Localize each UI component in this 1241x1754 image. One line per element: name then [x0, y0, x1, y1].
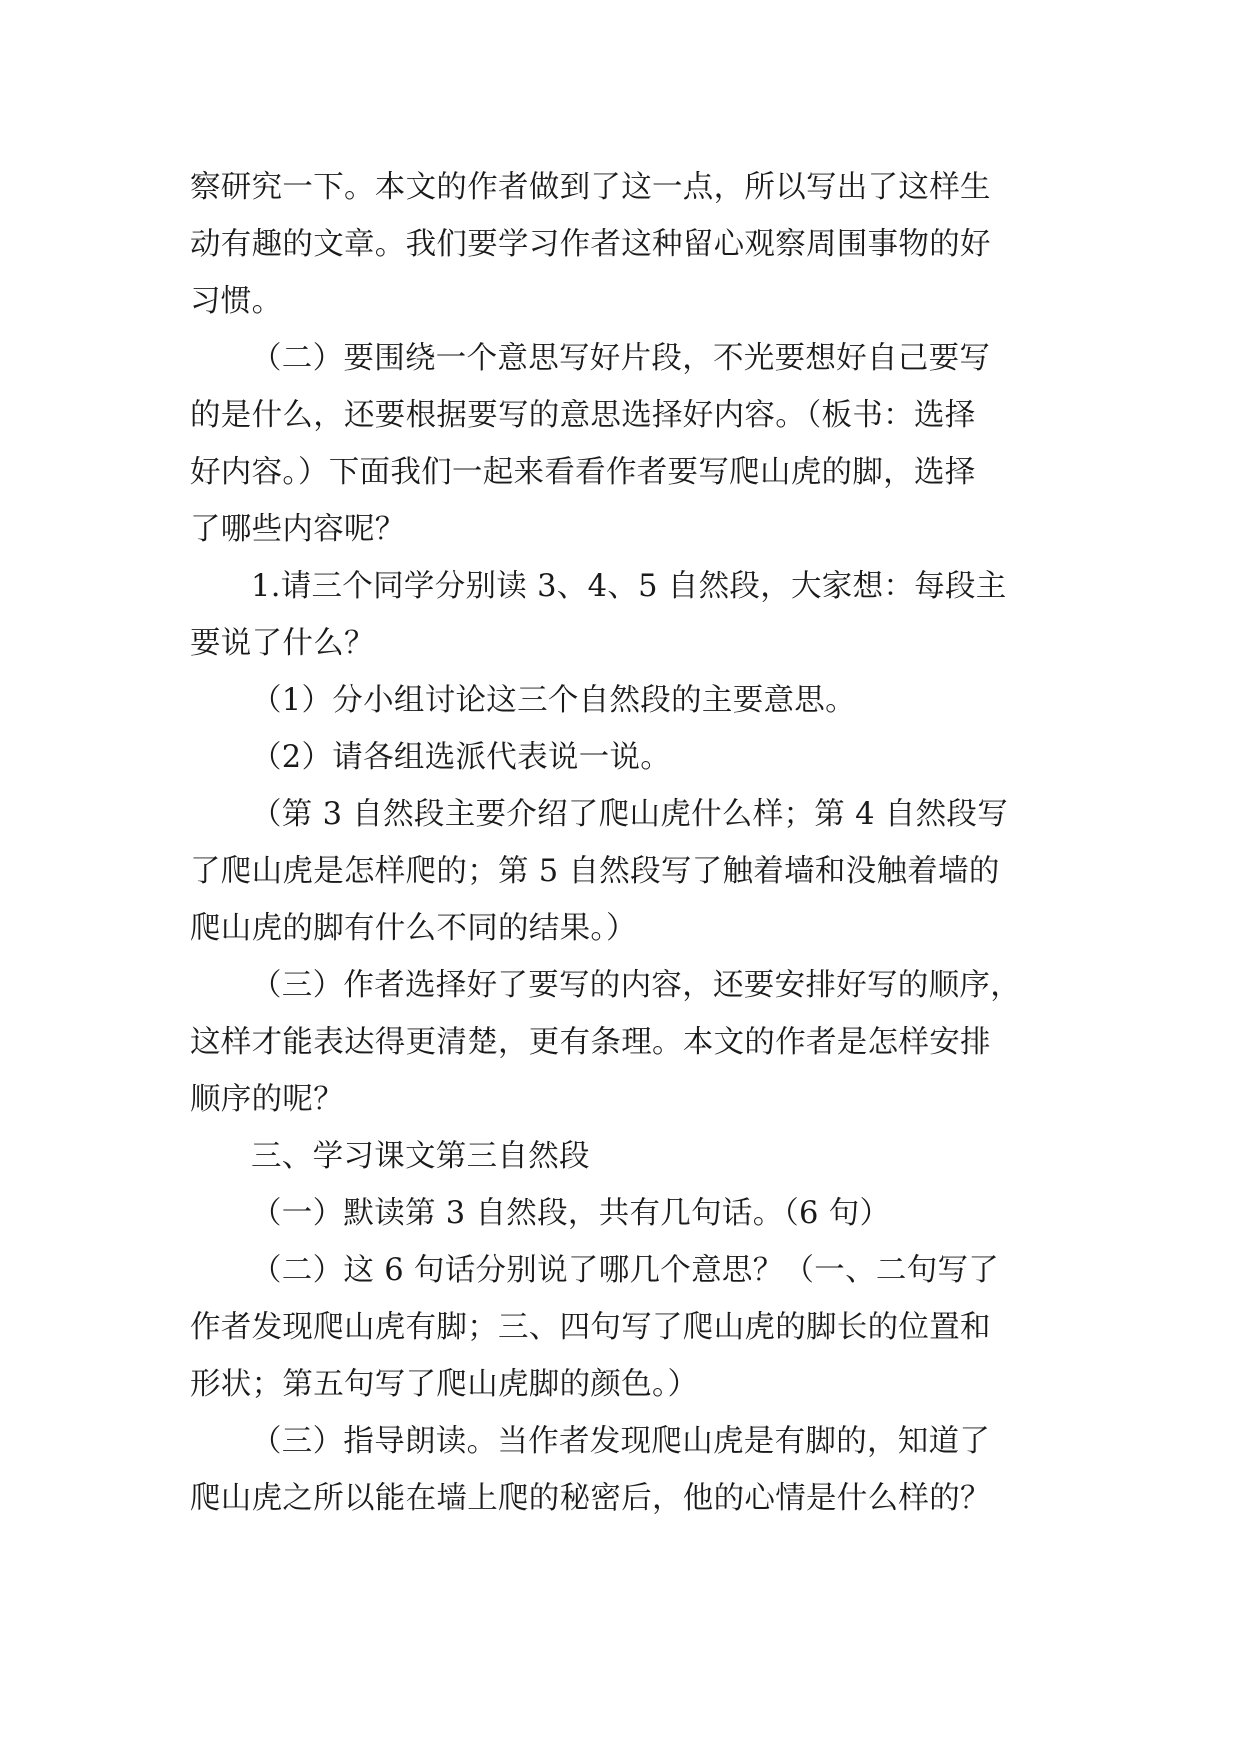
text-line-9: 要说了什么？ — [190, 626, 375, 661]
text-line-15: （三）作者选择好了要写的内容，还要安排好写的顺序， — [251, 968, 1021, 1003]
text-line-8: 1.请三个同学分别读 3、4、5 自然段，大家想：每段主 — [251, 569, 1007, 604]
text-line-3: 习惯。 — [190, 284, 283, 319]
text-line-11: （2）请各组选派代表说一说。 — [251, 740, 672, 775]
text-line-17: 顺序的呢？ — [190, 1082, 344, 1117]
text-line-24: 爬山虎之所以能在墙上爬的秘密后，他的心情是什么样的？ — [190, 1481, 991, 1516]
text-line-4: （二）要围绕一个意思写好片段，不光要想好自己要写 — [251, 341, 991, 376]
text-line-21: 作者发现爬山虎有脚；三、四句写了爬山虎的脚长的位置和 — [190, 1310, 991, 1345]
text-line-14: 爬山虎的脚有什么不同的结果。） — [190, 911, 637, 946]
text-line-16: 这样才能表达得更清楚，更有条理。本文的作者是怎样安排 — [190, 1025, 991, 1060]
text-line-7: 了哪些内容呢？ — [190, 512, 406, 547]
text-line-12: （第 3 自然段主要介绍了爬山虎什么样；第 4 自然段写 — [251, 797, 1008, 832]
text-line-23: （三）指导朗读。当作者发现爬山虎是有脚的，知道了 — [251, 1424, 991, 1459]
text-line-1: 察研究一下。本文的作者做到了这一点，所以写出了这样生 — [190, 170, 991, 205]
text-line-6: 好内容。）下面我们一起来看看作者要写爬山虎的脚，选择 — [190, 455, 976, 490]
text-line-20: （二）这 6 句话分别说了哪几个意思？（一、二句写了 — [251, 1253, 1000, 1288]
section-heading: 三、学习课文第三自然段 — [251, 1139, 590, 1174]
text-line-13: 了爬山虎是怎样爬的；第 5 自然段写了触着墙和没触着墙的 — [190, 854, 1000, 889]
text-line-10: （1）分小组讨论这三个自然段的主要意思。 — [251, 683, 856, 718]
text-line-2: 动有趣的文章。我们要学习作者这种留心观察周围事物的好 — [190, 227, 991, 262]
text-line-5: 的是什么，还要根据要写的意思选择好内容。（板书：选择 — [190, 398, 976, 433]
text-line-22: 形状；第五句写了爬山虎脚的颜色。） — [190, 1367, 699, 1402]
text-line-19: （一）默读第 3 自然段，共有几句话。（6 句） — [251, 1196, 891, 1231]
